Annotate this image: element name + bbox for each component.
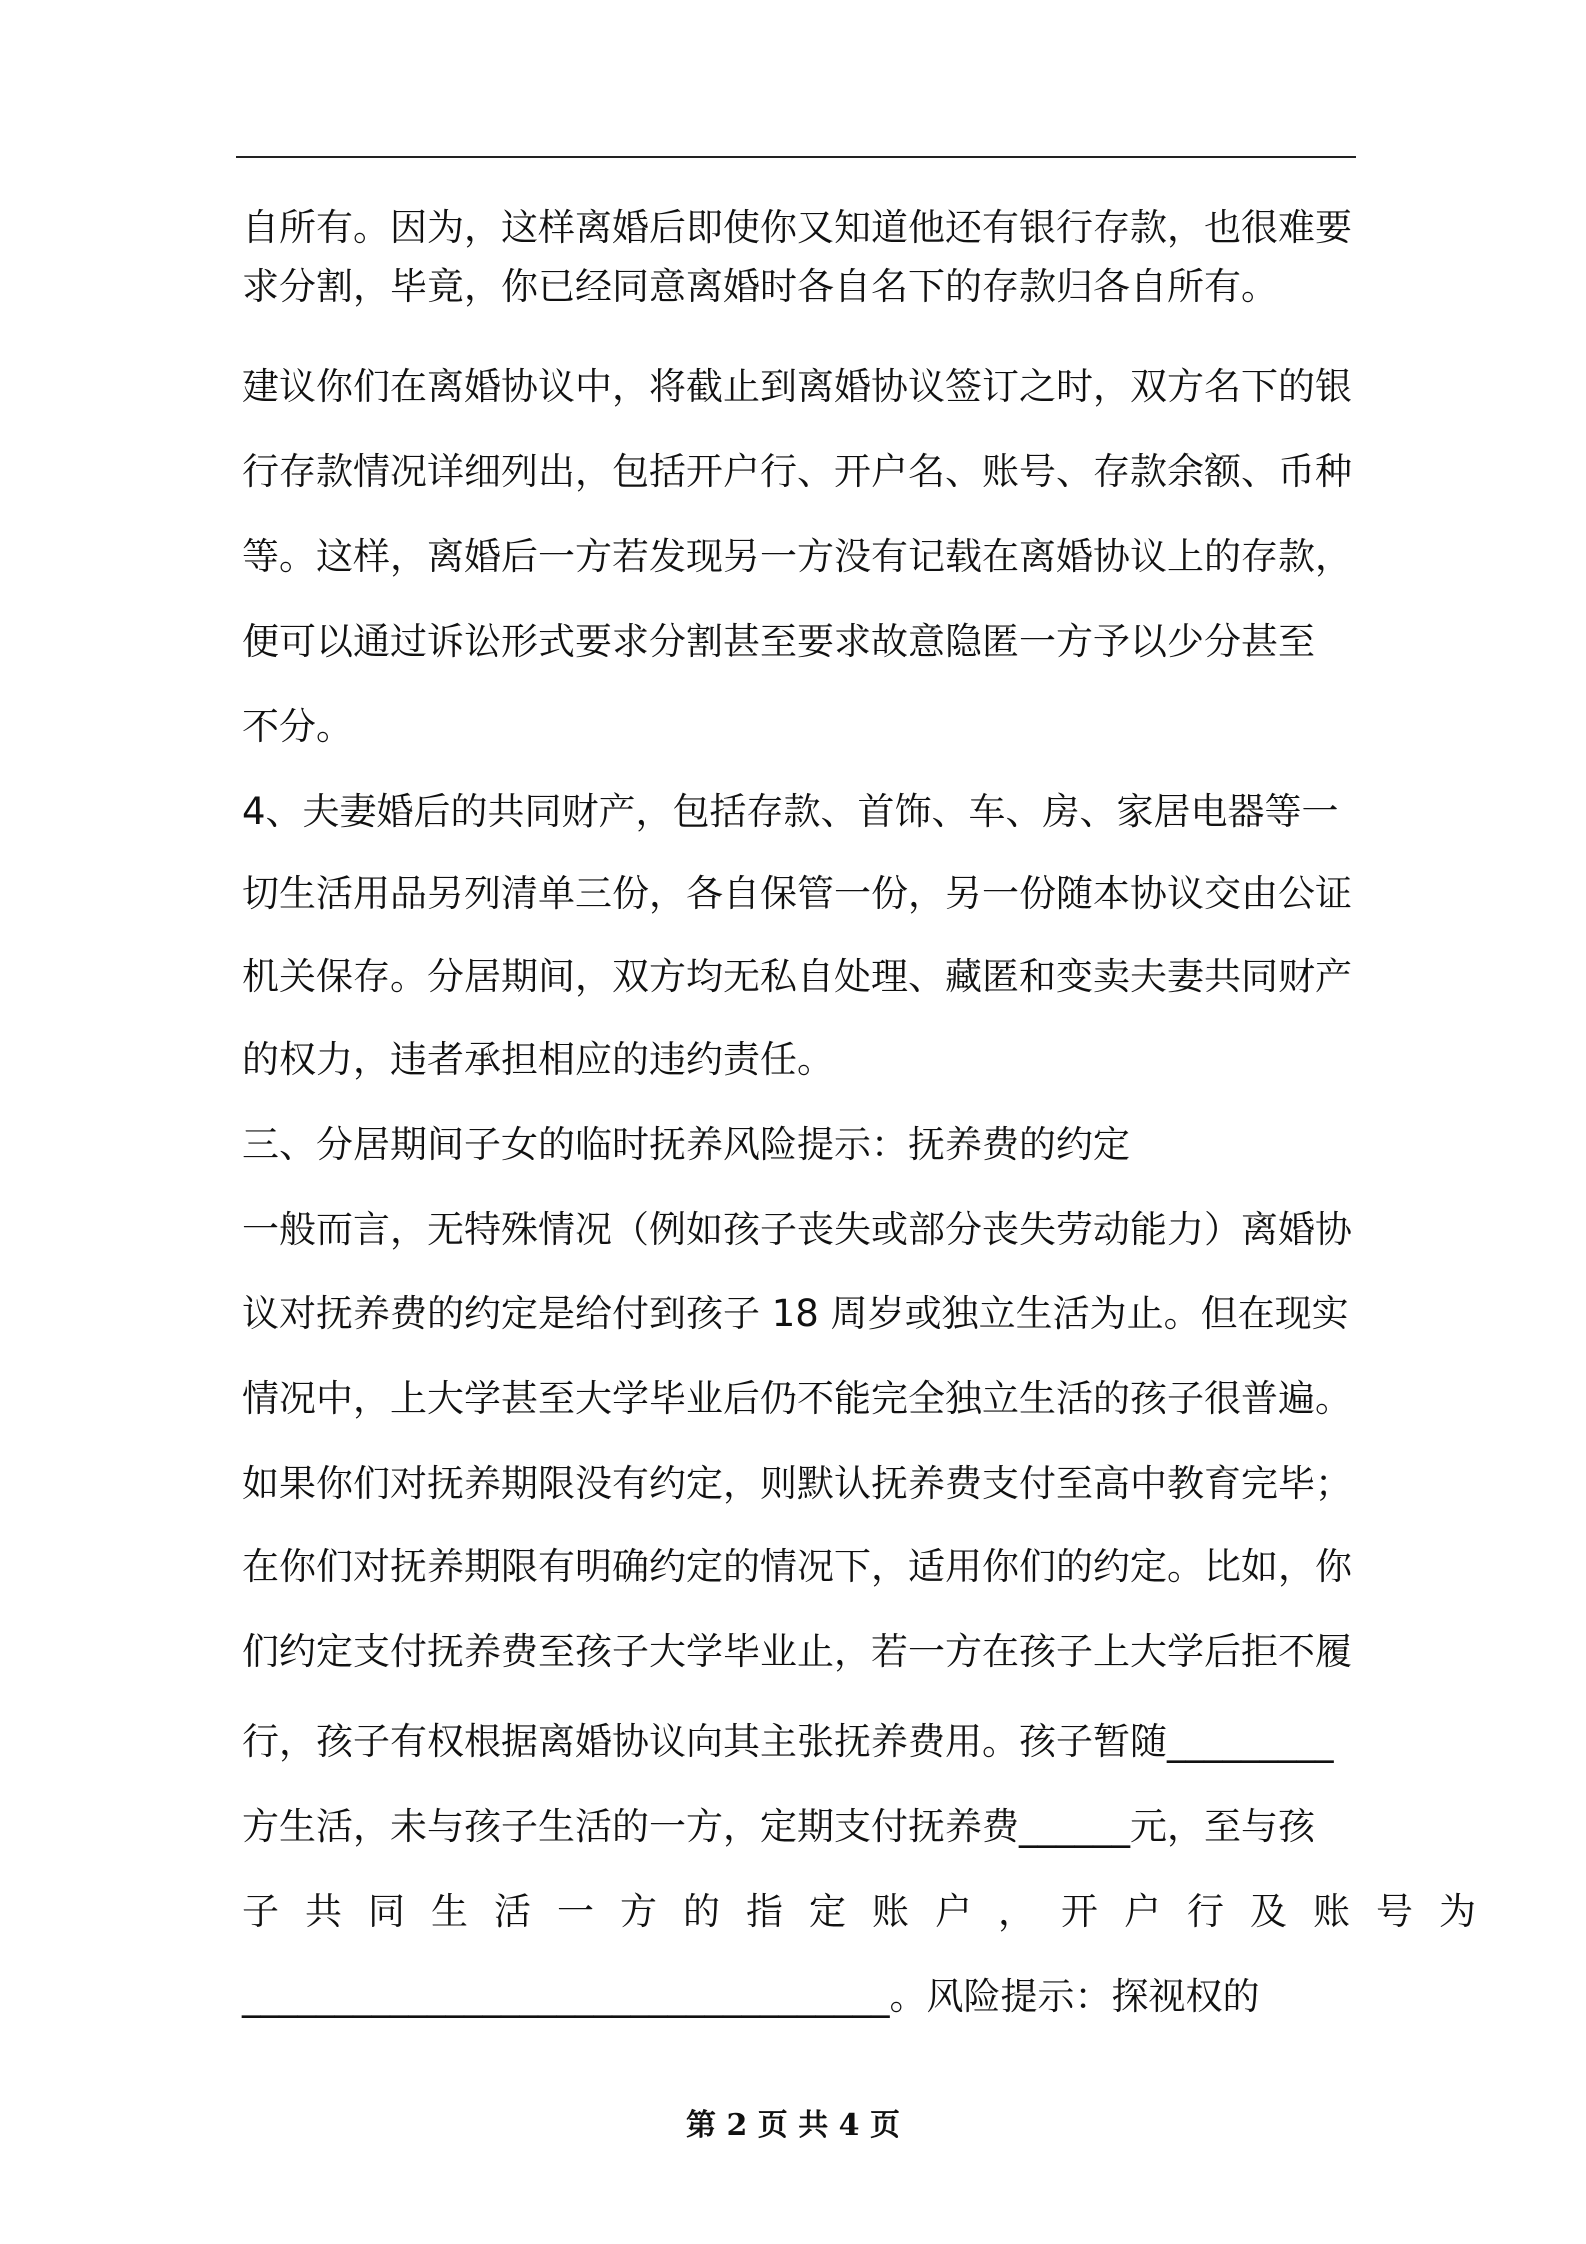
text-line-9: 切生活用品另列清单三份，各自保管一份，另一份随本协议交由公证 [242,872,1352,915]
text-line-2: 求分割，毕竟，你已经同意离婚时各自名下的存款归各自所有。 [242,265,1278,308]
text-line-22: ___________________________________。风险提示：探视权的 [242,1975,1260,2018]
text-line-6: 便可以通过诉讼形式要求分割甚至要求故意隐匿一方予以少分甚至 [242,620,1315,663]
text-line-16: 如果你们对抚养期限没有约定，则默认抚养费支付至高中教育完毕； [242,1462,1352,1505]
text-line-19: 行，孩子有权根据离婚协议向其主张抚养费用。孩子暂随_________ [242,1720,1334,1763]
text-line-17: 在你们对抚养期限有明确约定的情况下，适用你们的约定。比如，你 [242,1545,1352,1588]
page-number-footer: 第 2 页 共 4 页 [686,2108,900,2143]
text-line-10: 机关保存。分居期间，双方均无私自处理、藏匿和变卖夫妻共同财产 [242,955,1352,998]
text-line-18: 们约定支付抚养费至孩子大学毕业止，若一方在孩子上大学后拒不履 [242,1630,1352,1673]
text-line-5: 等。这样，离婚后一方若发现另一方没有记载在离婚协议上的存款， [242,535,1352,578]
text-line-4: 行存款情况详细列出，包括开户行、开户名、账号、存款余额、币种 [242,450,1352,493]
text-line-14: 议对抚养费的约定是给付到孩子 18 周岁或独立生活为止。但在现实 [242,1292,1349,1335]
section-heading: 三、分居期间子女的临时抚养风险提示：抚养费的约定 [242,1123,1130,1166]
text-line-1: 自所有。因为，这样离婚后即使你又知道他还有银行存款，也很难要 [242,206,1352,249]
text-line-7: 不分。 [242,705,353,748]
text-line-3: 建议你们在离婚协议中，将截止到离婚协议签订之时，双方名下的银 [242,365,1352,408]
text-line-13: 一般而言，无特殊情况（例如孩子丧失或部分丧失劳动能力）离婚协 [242,1208,1352,1251]
text-line-21: 子共同生活一方的指定账户，开户行及账号为 [242,1890,1502,1933]
text-line-8: 4、夫妻婚后的共同财产，包括存款、首饰、车、房、家居电器等一 [242,790,1339,833]
header-rule [236,156,1356,158]
text-line-15: 情况中，上大学甚至大学毕业后仍不能完全独立生活的孩子很普遍。 [242,1377,1352,1420]
text-line-20: 方生活，未与孩子生活的一方，定期支付抚养费______元，至与孩 [242,1805,1315,1848]
text-line-11: 的权力，违者承担相应的违约责任。 [242,1038,834,1081]
